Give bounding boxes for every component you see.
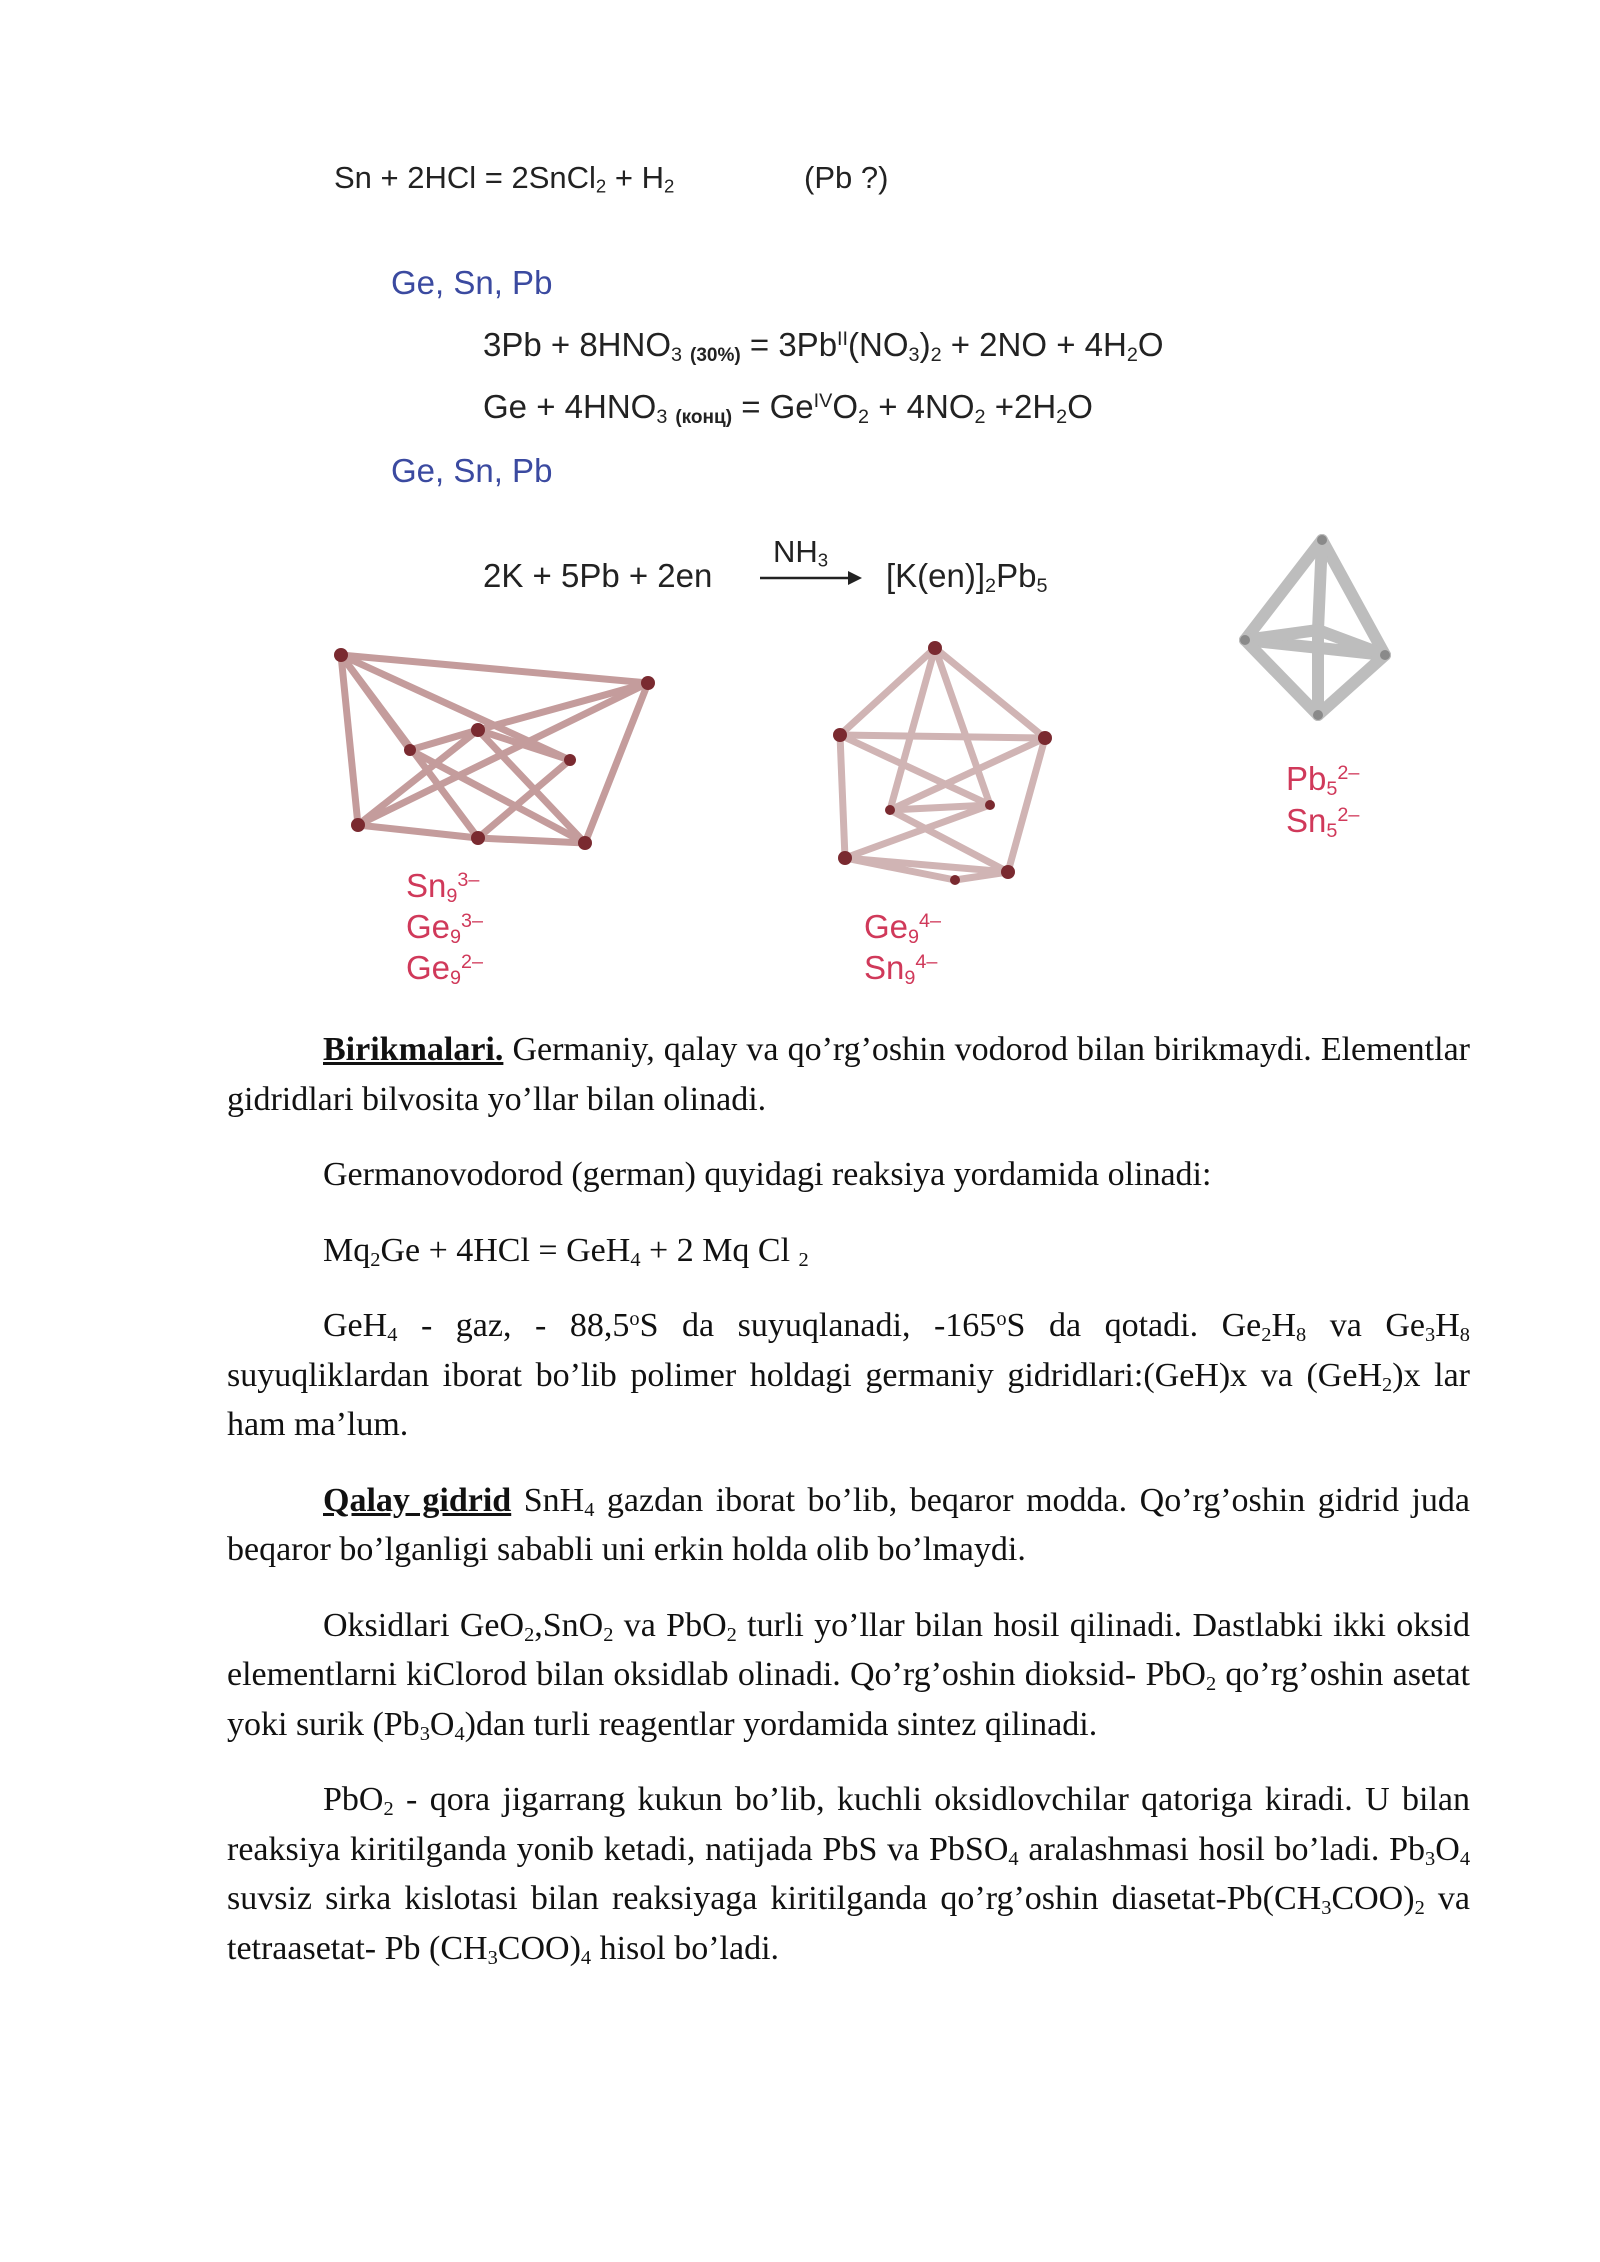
t: S da qotadi. Ge (1006, 1307, 1262, 1344)
equation-k-pb-lhs: 2K + 5Pb + 2en (483, 557, 713, 594)
ion-label (406, 947, 483, 989)
eq-text: [K(en)] (886, 557, 986, 594)
t-sub: 4 (1459, 1847, 1471, 1870)
t-sub: 8 (1459, 1324, 1470, 1347)
ion-count: 9 (904, 966, 916, 989)
ion-label (864, 906, 941, 948)
eq-sub: 2 (930, 343, 942, 366)
t-sub: 3 (1321, 1897, 1332, 1920)
paragraph-text: Germaniy, qalay va qo’rg’oshin vodorod bilan birikmaydi. Elementlar gidridlari bilvosita yo’llar bilan olinadi. (227, 1031, 1470, 1118)
t-sub: 3 (1425, 1324, 1436, 1347)
t: va PbO (613, 1606, 727, 1644)
t-sub: 2 (383, 1798, 394, 1821)
t: PbO (323, 1781, 384, 1818)
eq-sub: 2 (1056, 405, 1068, 428)
eq-sub: 3 (908, 343, 920, 366)
ion-charge: 2– (1337, 804, 1360, 827)
paragraph-qalay-gidrid (227, 1476, 1470, 1575)
t: SnH (511, 1481, 585, 1519)
t: COO) (497, 1929, 581, 1967)
paragraph-equation (227, 1226, 1470, 1276)
eq-text: Ge + 4HCl = GeH (380, 1231, 631, 1269)
eq-oxidation: II (837, 328, 849, 351)
t-sub: 2 (1382, 1373, 1393, 1396)
t-sup: o (996, 1307, 1007, 1330)
eq-text: NH (773, 534, 818, 569)
reaction-arrow (760, 571, 862, 585)
t: ,SnO (534, 1606, 604, 1644)
eq-sub: 5 (1036, 574, 1048, 597)
t-sub: 4 (1008, 1847, 1019, 1870)
eq-text: Mq (323, 1231, 371, 1269)
cluster-left-icon (341, 655, 648, 843)
eq-sub: 3 (671, 343, 683, 366)
reaction-figure (0, 0, 1600, 1010)
ion-charge: 2– (1337, 762, 1360, 785)
paragraph-birikmalari (227, 1025, 1470, 1124)
t-sub: 4 (584, 1498, 595, 1521)
ion-label (1286, 758, 1359, 800)
t: )x lar ham ma’lum. (227, 1356, 1470, 1443)
eq-text: 3Pb + 8HNO (483, 326, 672, 363)
eq-text: (NO (848, 326, 909, 363)
eq-text: + 2 Mq Cl (640, 1231, 799, 1269)
eq-sub: 2 (858, 405, 870, 428)
t-sup: o (629, 1307, 640, 1330)
body-text (227, 1025, 1470, 1973)
eq-text: Pb (996, 557, 1037, 594)
group-label-1: Ge, Sn, Pb (391, 264, 553, 301)
eq-sub: 2 (798, 1248, 809, 1271)
t: qo’rg’oshin asetat yoki surik (Pb (227, 1656, 1470, 1743)
ion-charge: 2– (461, 951, 484, 974)
t-sub: 2 (524, 1623, 535, 1646)
eq-condition: (конц) (675, 406, 733, 428)
section-title: Qalay gidrid (323, 1481, 512, 1519)
eq-sub: 2 (595, 175, 607, 197)
section-title: Birikmalari. (323, 1031, 504, 1068)
eq-sub: 2 (370, 1248, 381, 1271)
ion-element: Sn (1286, 802, 1327, 839)
t-sub: 2 (1414, 1897, 1425, 1920)
ion-element: Ge (406, 908, 451, 945)
t: hisol bo’ladi. (591, 1929, 780, 1967)
eq-text: = 3Pb (740, 326, 838, 363)
ion-label (406, 865, 479, 907)
t-sub: 2 (1261, 1324, 1272, 1347)
eq-text: Sn + 2HCl = 2SnCl (334, 160, 596, 195)
t-sub: 2 (1205, 1673, 1217, 1696)
cluster-right-icon (1245, 540, 1385, 715)
eq-oxidation: IV (813, 390, 833, 413)
t-sub: 4 (454, 1722, 465, 1745)
eq-text: O (1137, 326, 1164, 363)
t: Oksidlari GeO (323, 1606, 525, 1644)
ion-charge: 3– (457, 869, 480, 892)
t: suyuqliklardan iborat bo’lib polimer holdagi germaniy gidridlari:(GeH)x va (GeH (227, 1356, 1382, 1394)
ion-element: Ge (406, 949, 451, 986)
ion-label (864, 947, 937, 989)
t: )dan turli reagentlar yordamida sintez qilinadi. (464, 1705, 1098, 1743)
ion-count: 5 (1326, 819, 1338, 842)
ion-count: 9 (908, 925, 920, 948)
t: gazdan iborat bo’lib, beqaror modda. Qo’rg’oshin gidrid juda beqaror bo’lganligi sababli uni erkin holda olib bo’lmaydi. (227, 1481, 1470, 1568)
eq-text: = Ge (732, 388, 814, 425)
ion-charge: 3– (461, 910, 484, 933)
t: turli yo’llar bilan hosil qilinadi. Dastlabki ikki oksid elementlarni kiClorod bilan oksidlab olinadi. Qo’rg’oshin dioksid- PbO (227, 1606, 1470, 1693)
ion-element: Sn (406, 867, 447, 904)
group-label-2: Ge, Sn, Pb (391, 452, 553, 489)
t: COO) (1331, 1880, 1415, 1917)
eq-text: O (832, 388, 859, 425)
ion-charge: 4– (919, 910, 942, 933)
t: va Ge (1306, 1307, 1426, 1344)
ion-count: 9 (446, 884, 458, 907)
t: - qora jigarrang kukun bo’lib, kuchli oksidlovchilar qatoriga kiradi. U bilan reaksiya kiritilganda yonib ketadi, natijada PbS va PbSO (227, 1781, 1470, 1868)
ion-charge: 4– (915, 951, 938, 974)
eq-sub: 2 (974, 405, 986, 428)
eq-sub: 4 (630, 1248, 641, 1271)
eq-text: Ge + 4HNO (483, 388, 657, 425)
ion-element: Ge (864, 908, 909, 945)
eq-sub: 3 (656, 405, 668, 428)
eq-text: +2H (985, 388, 1057, 425)
ion-count: 5 (1326, 777, 1338, 800)
eq-text: + H (606, 160, 664, 195)
eq-sub: 2 (1126, 343, 1138, 366)
ion-element: Pb (1286, 760, 1327, 797)
ion-label (406, 906, 483, 948)
t-sub: 8 (1296, 1324, 1307, 1347)
t-sub: 2 (726, 1623, 737, 1646)
t: aralashmasi hosil bo’ladi. Pb (1018, 1830, 1426, 1868)
paragraph-geh4 (227, 1301, 1470, 1450)
eq-text: + 4NO (869, 388, 975, 425)
t: O (1435, 1830, 1460, 1868)
eq-sub: 2 (985, 574, 997, 597)
t: va tetraasetat- Pb (CH (227, 1880, 1471, 1967)
t: GeH (323, 1307, 388, 1344)
t: S da suyuqlanadi, -165 (639, 1307, 997, 1344)
ion-label (1286, 800, 1359, 842)
eq-sub: 3 (817, 549, 829, 571)
t-sub: 3 (1425, 1847, 1436, 1870)
paragraph-pbo2 (227, 1775, 1470, 1973)
t-sub: 2 (603, 1623, 614, 1646)
ion-count: 9 (450, 925, 462, 948)
paragraph-oksidlari (227, 1601, 1470, 1750)
eq-text: O (1067, 388, 1093, 425)
eq-condition: (30%) (690, 344, 741, 366)
t-sub: 3 (419, 1722, 430, 1745)
t: H (1271, 1307, 1297, 1344)
cluster-structures (0, 0, 1600, 1010)
ion-count: 9 (450, 966, 462, 989)
t: - gaz, - 88,5 (397, 1307, 630, 1344)
eq-text: + 2NO + 4H (941, 326, 1127, 363)
t-sub: 4 (580, 1946, 592, 1969)
t: suvsiz sirka kislotasi bilan reaksiyaga kiritilganda qo’rg’oshin diasetat-Pb(CH (227, 1880, 1322, 1917)
pb-question: (Pb ?) (804, 160, 889, 195)
cluster-middle-icon (840, 648, 1045, 880)
eq-sub: 2 (663, 175, 675, 197)
ion-element: Sn (864, 949, 905, 986)
eq-text: ) (919, 326, 931, 363)
t: H (1435, 1307, 1460, 1344)
t-sub: 3 (487, 1946, 498, 1969)
t-sub: 4 (387, 1324, 398, 1347)
paragraph-german: Germanovodorod (german) quyidagi reaksiya yordamida olinadi: (323, 1156, 1212, 1193)
t: O (429, 1705, 455, 1743)
